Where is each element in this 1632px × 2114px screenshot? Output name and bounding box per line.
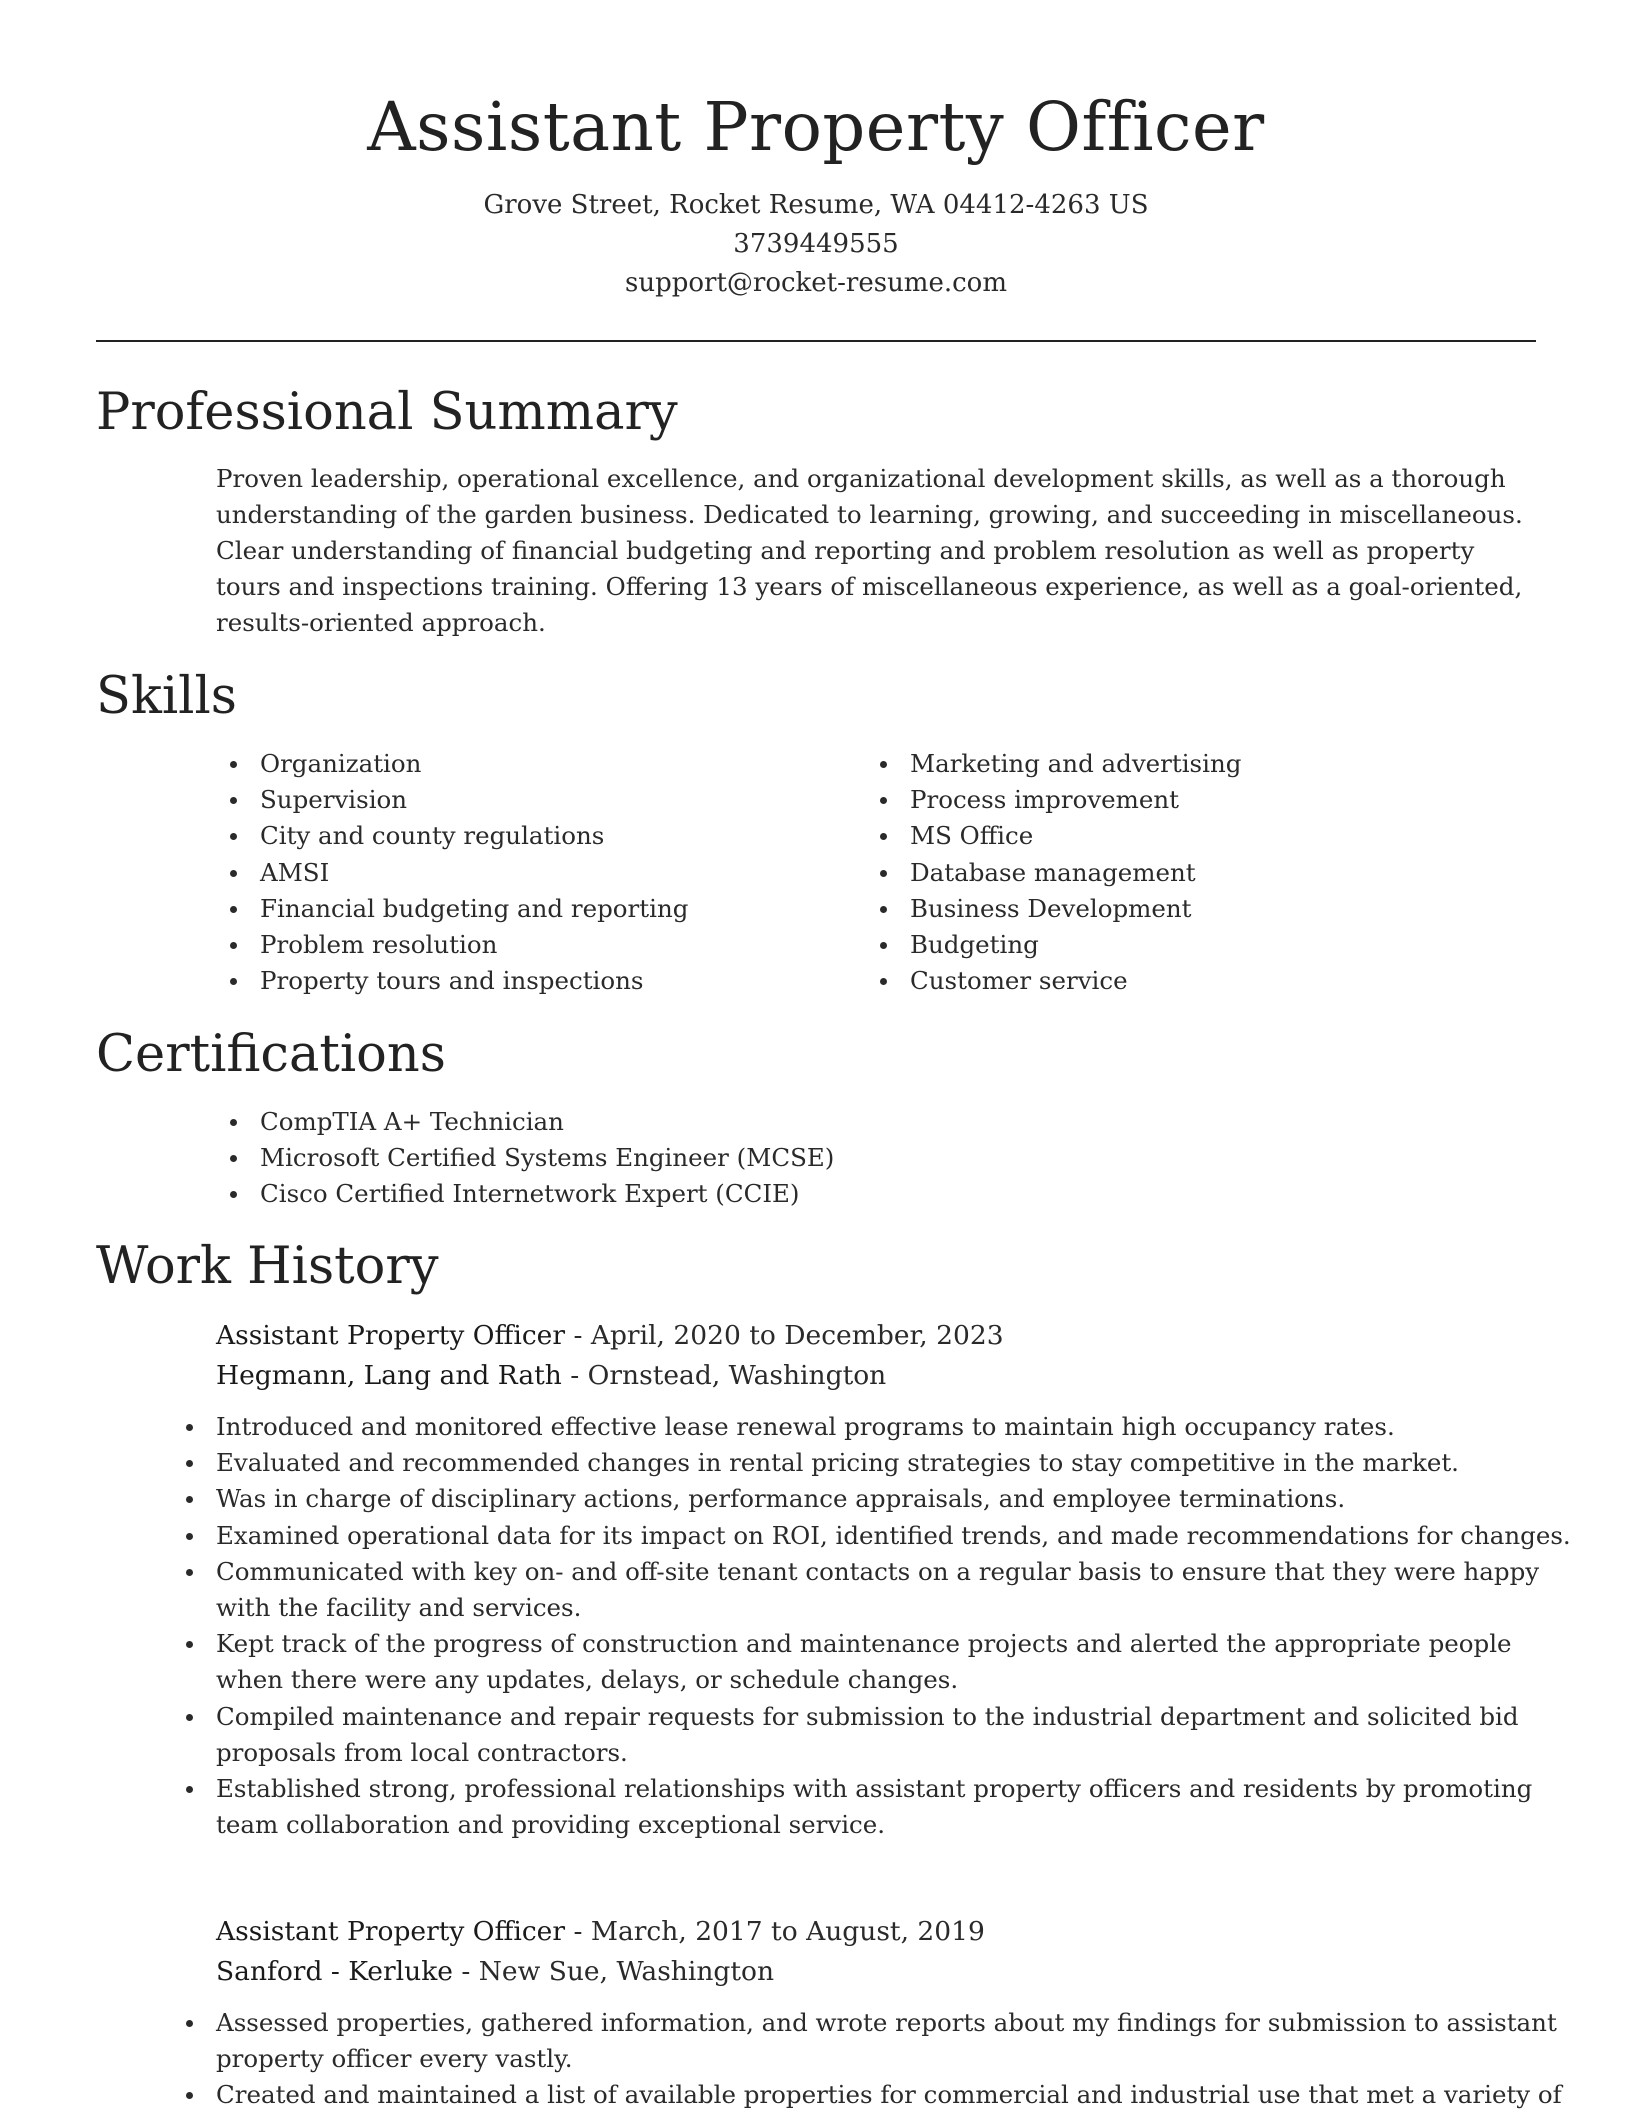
job-bullet: Was in charge of disciplinary actions, performance appraisals, and employee terminations. — [172, 1481, 1580, 1517]
certification-item: Microsoft Certified Systems Engineer (MCSE) — [216, 1140, 1216, 1176]
job-company-line — [216, 1356, 1536, 1396]
skills-heading: Skills — [96, 667, 237, 726]
job-dates: - March, 2017 to August, 2019 — [565, 1916, 985, 1947]
header-divider — [96, 340, 1536, 342]
skill-item: Problem resolution — [216, 927, 816, 963]
job-dates: - April, 2020 to December, 2023 — [565, 1320, 1004, 1351]
contact-address: Grove Street, Rocket Resume, WA 04412-4263 US — [483, 190, 1149, 220]
job-bullet: Assessed properties, gathered information, and wrote reports about my findings for submission to assistant property officer every vastly. — [172, 2005, 1580, 2077]
skill-item: Database management — [866, 855, 1466, 891]
job-bullet: Created and maintained a list of available properties for commercial and industrial use that met a variety of — [172, 2077, 1580, 2113]
job-title-line — [216, 1912, 1536, 1952]
skill-item: Process improvement — [866, 782, 1466, 818]
skills-list-right — [866, 746, 1466, 999]
contact-block — [0, 186, 1632, 303]
summary-text: Proven leadership, operational excellence, and organizational development skills, as well as a thorough understanding of the garden business. Dedicated to learning, growing, and succeeding in miscellaneous. Clear understanding of financial budgeting and reporting and problem resolution as well as property tours and inspections training. Offering 13 years of miscellaneous experience, as well as a goal-oriented, results-oriented approach. — [216, 464, 1523, 637]
job-company: Sanford - Kerluke — [216, 1956, 453, 1987]
skill-item: Business Development — [866, 891, 1466, 927]
job-bullet: Evaluated and recommended changes in rental pricing strategies to stay competitive in the market. — [172, 1445, 1580, 1481]
skill-item: City and county regulations — [216, 818, 816, 854]
job-bullets — [216, 2005, 1562, 2114]
skill-item: Supervision — [216, 782, 816, 818]
job-location: - Ornstead, Washington — [561, 1360, 887, 1391]
skill-item: AMSI — [216, 855, 816, 891]
skill-item: Budgeting — [866, 927, 1466, 963]
skill-item: Customer service — [866, 963, 1466, 999]
certification-item: Cisco Certified Internetwork Expert (CCIE) — [216, 1176, 1216, 1212]
job-bullet: Communicated with key on- and off-site tenant contacts on a regular basis to ensure that they were happy with the facility and services. — [172, 1554, 1580, 1626]
job-bullets — [216, 1409, 1571, 1843]
job-position: Assistant Property Officer — [216, 1320, 566, 1351]
skill-item: Organization — [216, 746, 816, 782]
job-entry — [216, 1912, 1562, 2114]
certifications-heading: Certifications — [96, 1025, 446, 1084]
skills-list-left — [216, 746, 816, 999]
job-bullet: Kept track of the progress of construction and maintenance projects and alerted the appropriate people when there were any updates, delays, or schedule changes. — [172, 1626, 1580, 1698]
skill-item: Marketing and advertising — [866, 746, 1466, 782]
job-company: Hegmann, Lang and Rath — [216, 1360, 562, 1391]
job-bullet: Compiled maintenance and repair requests for submission to the industrial department and solicited bid proposals from local contractors. — [172, 1699, 1580, 1771]
job-bullet: Established strong, professional relationships with assistant property officers and residents by promoting team collaboration and providing exceptional service. — [172, 1771, 1580, 1843]
job-bullet: Introduced and monitored effective lease renewal programs to maintain high occupancy rates. — [172, 1409, 1580, 1445]
resume-header — [0, 0, 1632, 303]
work-history-heading: Work History — [96, 1237, 439, 1296]
certifications-list — [216, 1104, 1216, 1213]
job-title-line — [216, 1316, 1536, 1356]
job-entry — [216, 1316, 1571, 1843]
job-company-line — [216, 1952, 1536, 1992]
summary-heading: Professional Summary — [96, 383, 678, 442]
job-bullet: Examined operational data for its impact on ROI, identified trends, and made recommendations for changes. — [172, 1518, 1580, 1554]
certification-item: CompTIA A+ Technician — [216, 1104, 1216, 1140]
contact-email: support@rocket-resume.com — [624, 268, 1007, 298]
skill-item: Property tours and inspections — [216, 963, 816, 999]
job-location: - New Sue, Washington — [452, 1956, 775, 1987]
job-position: Assistant Property Officer — [216, 1916, 566, 1947]
skill-item: MS Office — [866, 818, 1466, 854]
skill-item: Financial budgeting and reporting — [216, 891, 816, 927]
candidate-name: Assistant Property Officer — [367, 88, 1265, 166]
contact-phone: 3739449555 — [733, 229, 899, 259]
